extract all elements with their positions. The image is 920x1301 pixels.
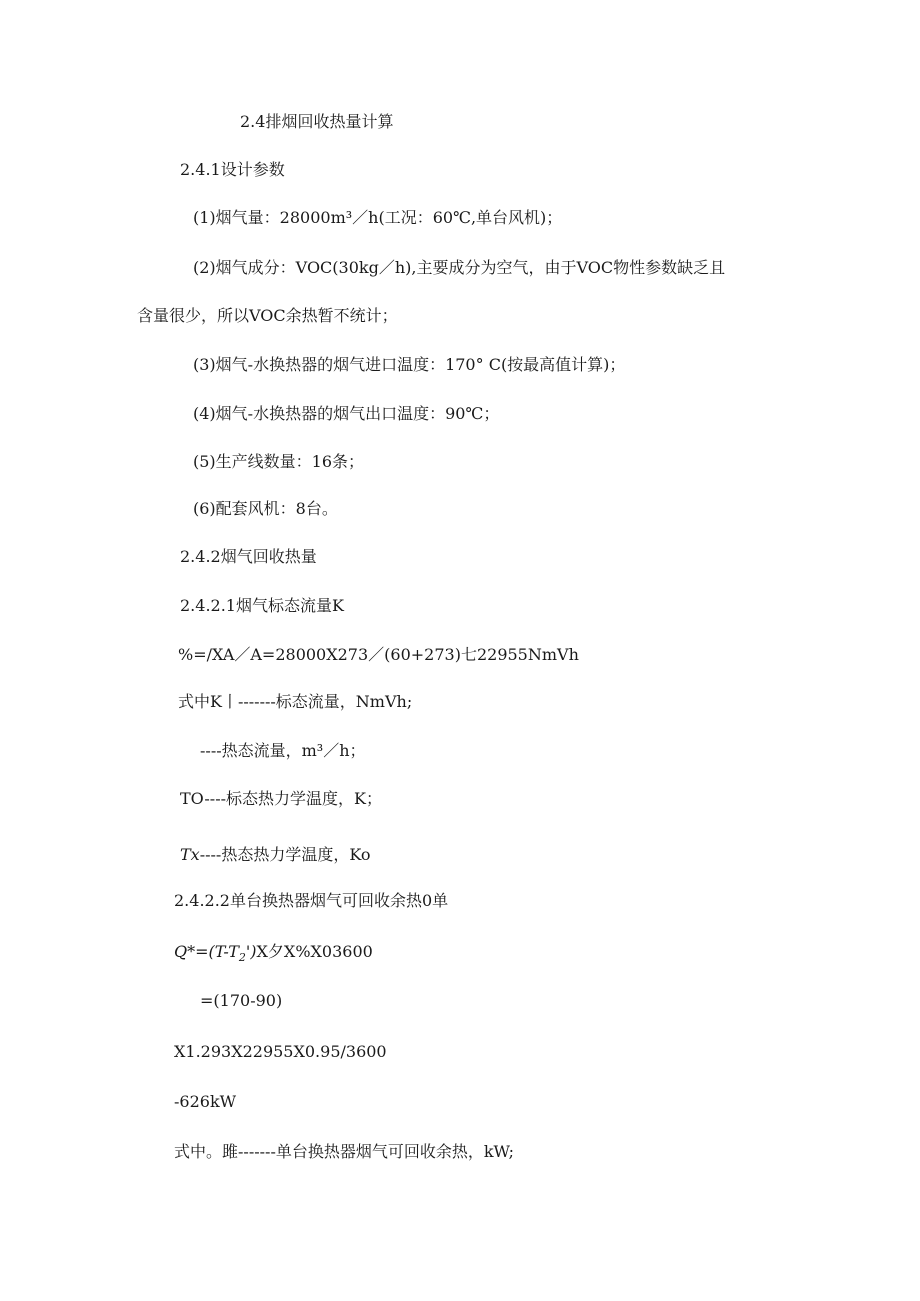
heat-formula-lhs: Q*=(T-T <box>174 942 239 961</box>
param-5: (5)生产线数量：16条； <box>193 452 365 471</box>
flow-def-tx <box>180 845 371 865</box>
param-2: (2)烟气成分：VOC(30kg／h),主要成分为空气，由于VOC物性参数缺乏且 <box>193 258 726 277</box>
heat-formula-subscript: 2 <box>238 951 246 965</box>
param-4: (4)烟气-水换热器的烟气出口温度：90℃； <box>193 404 500 423</box>
flow-heading: 2.4.2.1烟气标态流量K <box>180 596 344 615</box>
section-title: 2.4排烟回收热量计算 <box>240 112 394 131</box>
tx-symbol: Tx <box>180 845 200 864</box>
param-3: (3)烟气-水换热器的烟气进口温度：170° C(按最高值计算)； <box>193 355 626 374</box>
param-2-continued: 含量很少，所以VOC余热暂不统计； <box>137 306 398 325</box>
heat-formula-rhs: X夕X%X03600 <box>256 942 373 961</box>
recovery-heading: 2.4.2烟气回收热量 <box>180 547 317 566</box>
flow-formula: %=/XA／A=28000X273／(60+273)七22955NmVh <box>178 645 579 664</box>
flow-def-standard: 式中K丨-------标态流量，NmVh; <box>178 692 413 711</box>
param-1: (1)烟气量：28000m³／h(工况：60℃,单台风机)； <box>193 208 563 227</box>
heat-calc-2: X1.293X22955X0.95/3600 <box>174 1042 387 1061</box>
flow-def-t0: TO----标态热力学温度，K； <box>180 789 382 808</box>
heat-formula-mid: ') <box>245 942 257 961</box>
heat-def: 式中。雎-------单台换热器烟气可回收余热，kW; <box>174 1142 514 1161</box>
heat-calc-result: -626kW <box>174 1092 237 1111</box>
flow-def-hot: ----热态流量，m³／h； <box>200 741 366 760</box>
heat-formula <box>174 942 373 968</box>
tx-text: ----热态热力学温度，Ko <box>199 845 371 864</box>
design-params-heading: 2.4.1设计参数 <box>180 160 285 179</box>
param-6: (6)配套风机：8台。 <box>193 499 338 518</box>
heat-heading: 2.4.2.2单台换热器烟气可回收余热0单 <box>174 891 449 910</box>
heat-calc-1: =(170-90) <box>200 991 283 1010</box>
